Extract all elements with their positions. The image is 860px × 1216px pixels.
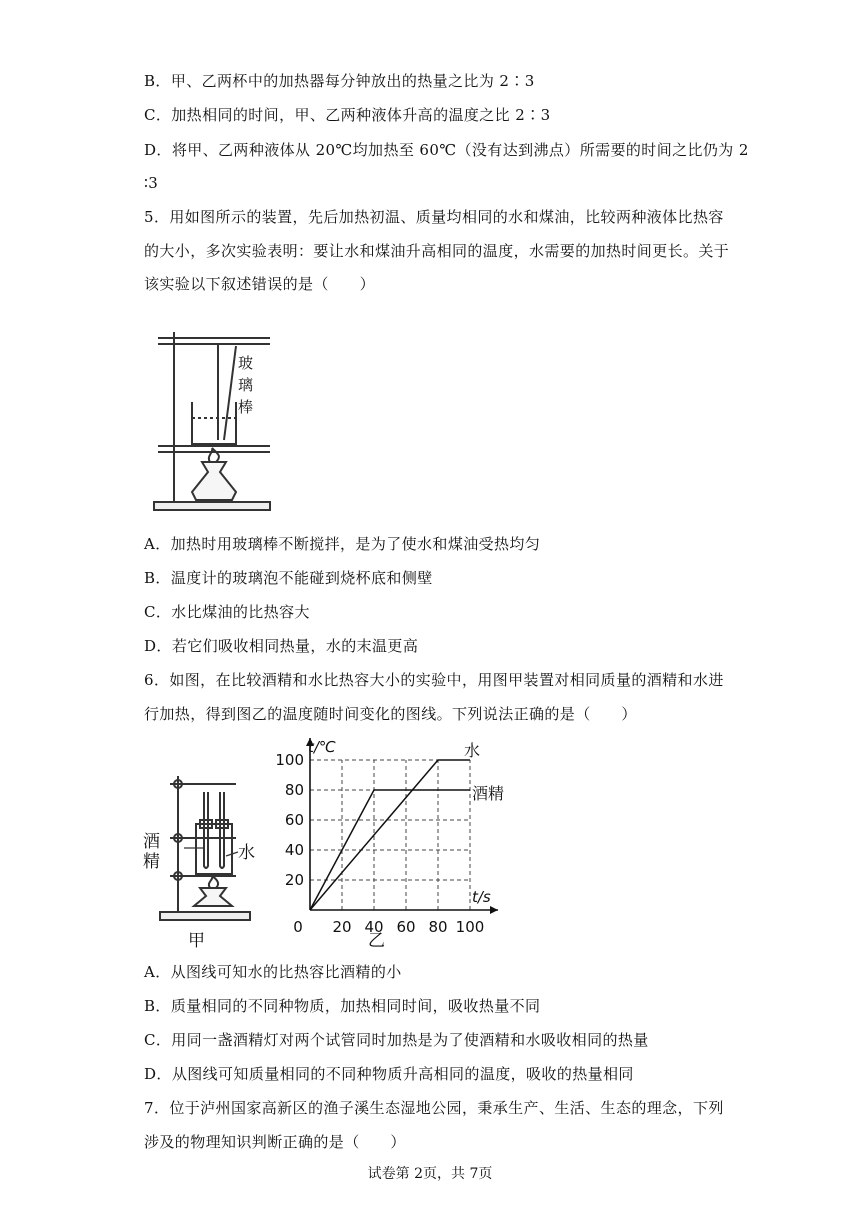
q5-stem-line1: 5．用如图所示的装置，先后加热初温、质量均相同的水和煤油，比较两种液体比热容 [144,208,724,226]
q5-option-a: A．加热时用玻璃棒不断搅拌，是为了使水和煤油受热均匀 [144,535,541,553]
x-tick-label: 40 [364,918,384,936]
q4-option-d: D．将甲、乙两种液体从 20℃均加热至 60℃（没有达到沸点）所需要的时间之比仍为 2 [144,141,749,159]
label-alcohol: 酒 精 [143,832,160,872]
q5-apparatus-figure [150,322,280,518]
x-axis-arrow [490,906,498,914]
x-tick-label: 60 [396,918,416,936]
x-tick-label: 20 [332,918,352,936]
y-tick-label: 60 [284,811,304,829]
caption-jia: 甲 [188,931,205,951]
glass-rod-label: 玻 璃 棒 [238,354,254,416]
q6-stem-line1: 6．如图，在比较酒精和水比热容大小的实验中，用图甲装置对相同质量的酒精和水进 [144,671,724,689]
y-tick-label: 40 [284,841,304,859]
q5-option-c: C．水比煤油的比热容大 [144,603,310,621]
q5-option-d: D．若它们吸收相同热量，水的末温更高 [144,637,419,655]
q4-option-d-cont: ∶3 [144,174,159,192]
y-tick-label: 80 [284,781,304,799]
y-tick-label: 100 [275,751,304,769]
q7-stem-line2: 涉及的物理知识判断正确的是（ ） [144,1133,406,1151]
q6-option-b: B．质量相同的不同种物质，加热相同时间，吸收热量不同 [144,997,541,1015]
q5-option-b: B．温度计的玻璃泡不能碰到烧杯底和侧壁 [144,569,433,587]
q4-option-b: B．甲、乙两杯中的加热器每分钟放出的热量之比为 2∶3 [144,72,535,90]
y-tick-label: 20 [284,871,304,889]
series-line [310,760,470,910]
x-axis-label: t/s [472,888,491,906]
x-tick-label: 80 [428,918,448,936]
temperature-time-chart [270,734,520,946]
q6-option-c: C．用同一盏酒精灯对两个试管同时加热是为了使酒精和水吸收相同的热量 [144,1031,649,1049]
page-footer: 试卷第 2页，共 7页 [367,1166,493,1182]
x-tick-label: 0 [293,918,303,936]
q7-stem-line1: 7．位于泸州国家高新区的渔子溪生态湿地公园，秉承生产、生活、生态的理念，下列 [144,1099,724,1117]
series-label: 酒精 [472,784,505,803]
label-water: 水 [238,843,255,863]
q5-stem-line2: 的大小，多次实验表明：要让水和煤油升高相同的温度，水需要的加热时间更长。关于 [144,242,730,260]
q5-stem-line3: 该实验以下叙述错误的是（ ） [144,275,376,293]
q4-option-c: C．加热相同的时间，甲、乙两种液体升高的温度之比 2∶3 [144,106,551,124]
q6-option-a: A．从图线可知水的比热容比酒精的小 [144,963,402,981]
q6-option-d: D．从图线可知质量相同的不同种物质升高相同的温度，吸收的热量相同 [144,1065,634,1083]
y-axis-label: t/℃ [308,738,336,756]
series-label: 水 [464,741,481,760]
q6-stem-line2: 行加热，得到图乙的温度随时间变化的图线。下列说法正确的是（ ） [144,705,637,723]
x-tick-label: 100 [455,918,485,936]
caption-yi: 乙 [368,931,385,951]
